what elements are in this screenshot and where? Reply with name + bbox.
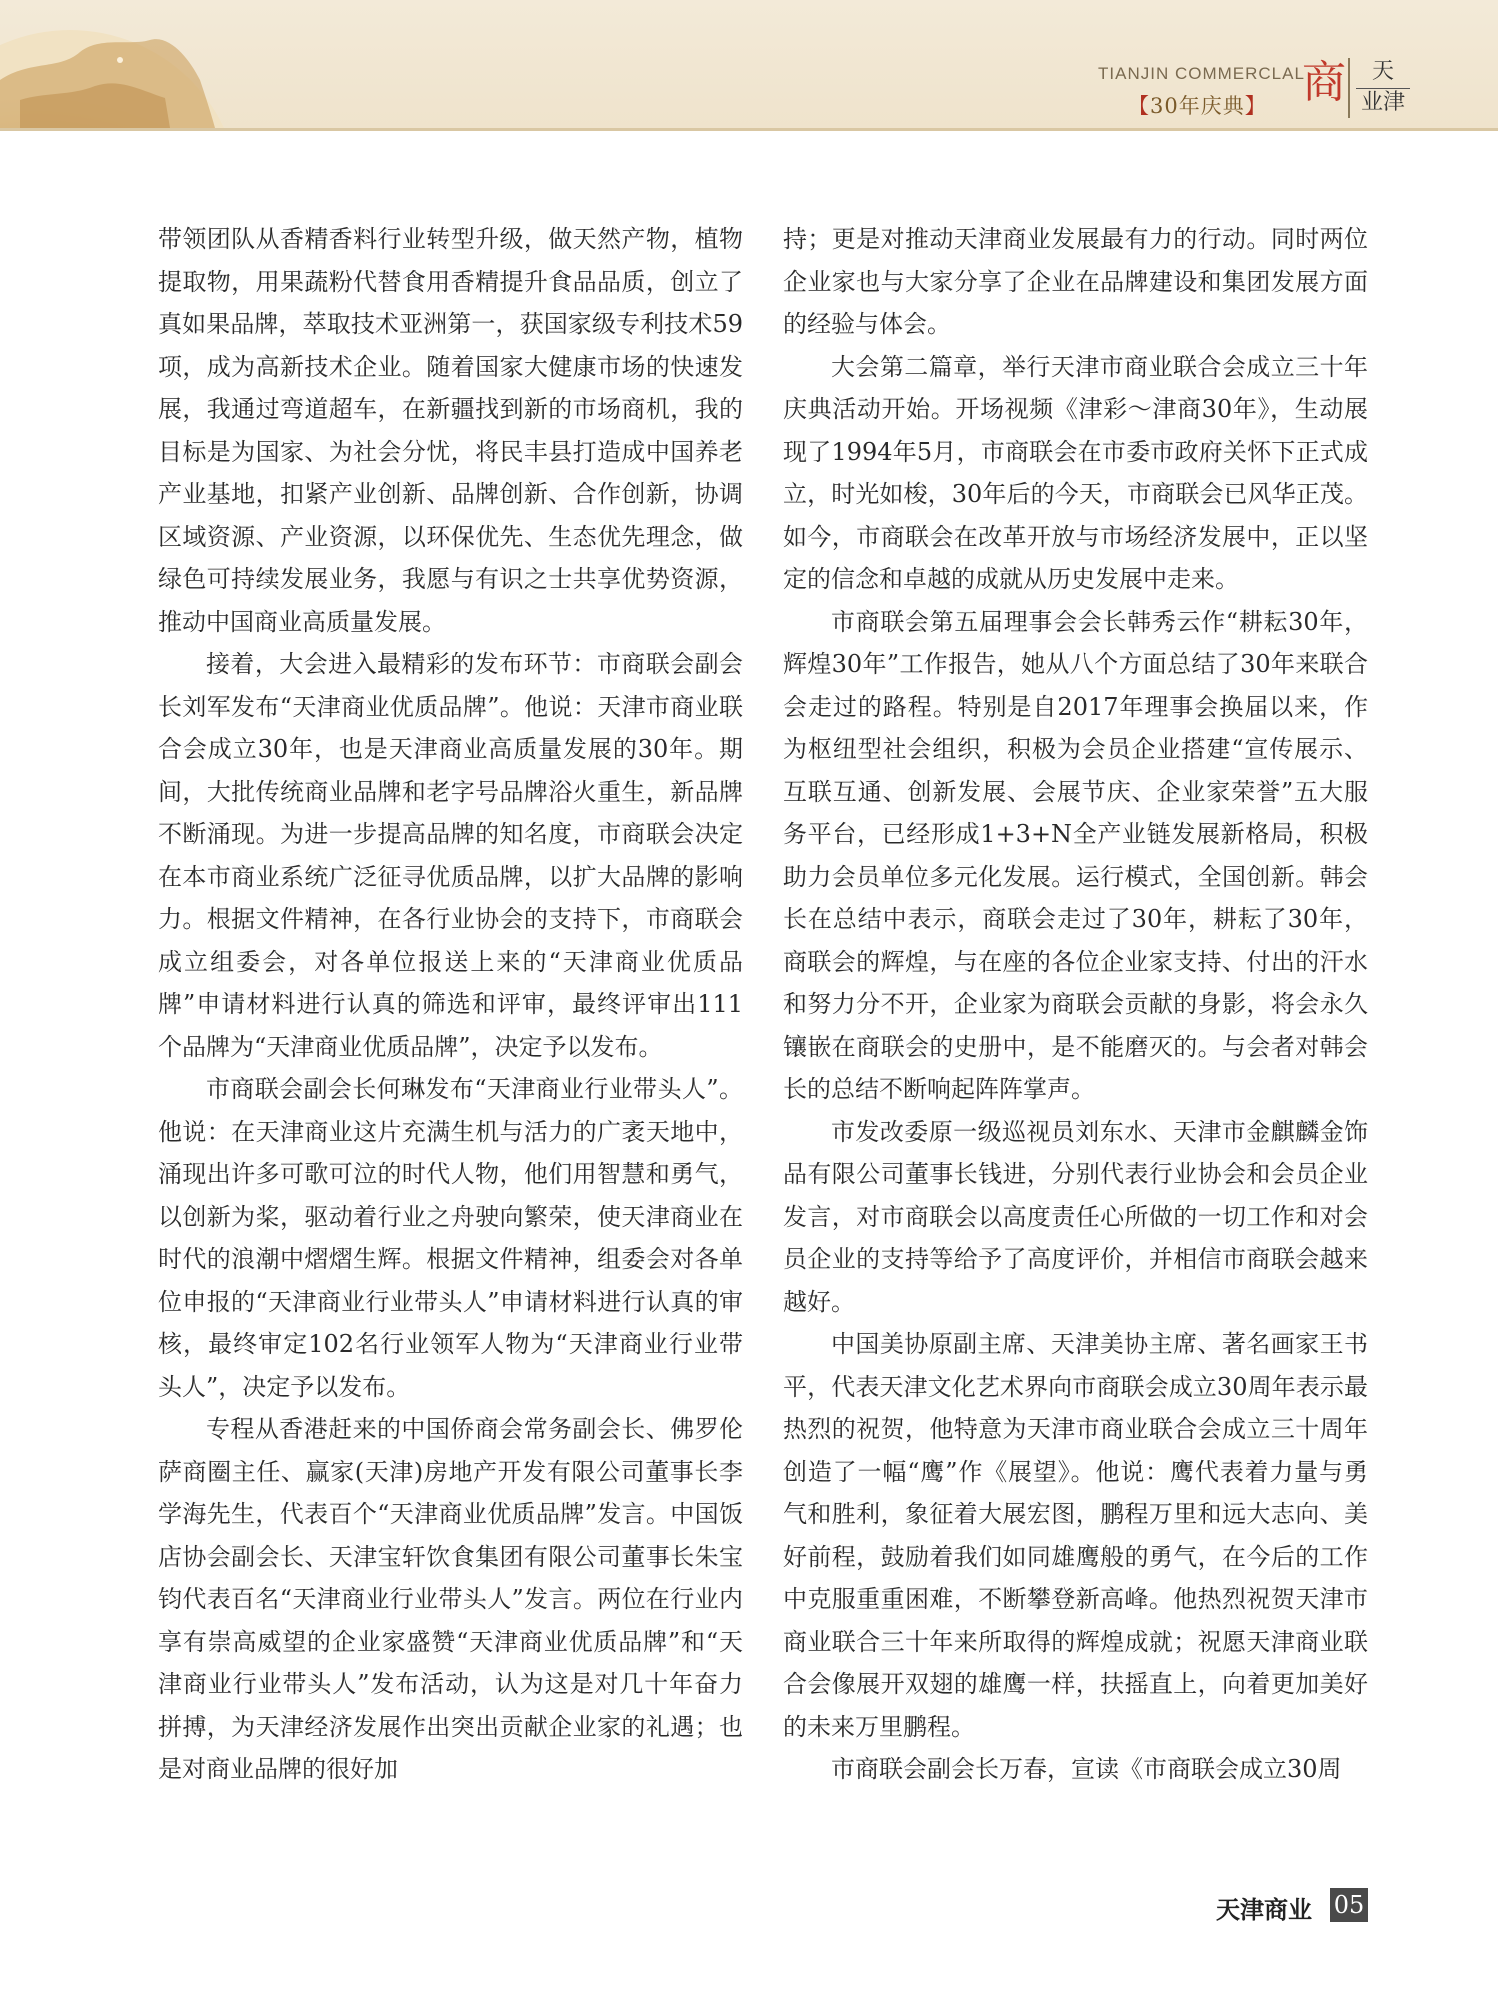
page-number: 05	[1330, 1888, 1368, 1922]
left-column	[158, 218, 743, 1791]
globe-decoration-icon	[0, 0, 240, 128]
footer-magazine-title: 天津商业	[1216, 1896, 1312, 1924]
paragraph: 市商联会副会长万春，宣读《市商联会成立30周	[831, 1755, 1342, 1783]
anniversary-label	[1128, 90, 1308, 120]
brand-logo-box	[1348, 58, 1410, 118]
paragraph: 持；更是对推动天津商业发展最有力的行动。同时两位企业家也与大家分享了企业在品牌建设和集团发展方面的经验与体会。	[783, 225, 1368, 338]
right-column	[783, 218, 1368, 1791]
brand-logo-top: 天	[1371, 59, 1394, 84]
anniversary-text: 30年庆典	[1150, 94, 1245, 118]
paragraph: 中国美协原副主席、天津美协主席、著名画家王书平，代表天津文化艺术界向市商联会成立30周年表示最热烈的祝贺，他特意为天津市商业联合会成立三十周年创造了一幅“鹰”作《展望》。他说：鹰代表着力量与勇气和胜利，象征着大展宏图，鹏程万里和远大志向、美好前程，鼓励着我们如同雄鹰般的勇气，在今后的工作中克服重重困难，不断攀登新高峰。他热烈祝贺天津市商业联合三十年来所取得的辉煌成就；祝愿天津商业联合会像展开双翅的雄鹰一样，扶摇直上，向着更加美好的未来万里鹏程。	[783, 1330, 1368, 1741]
paragraph: 市发改委原一级巡视员刘东水、天津市金麒麟金饰品有限公司董事长钱进，分别代表行业协会和会员企业发言，对市商联会以高度责任心所做的一切工作和对会员企业的支持等给予了高度评价，并相信市商联会越来越好。	[783, 1117, 1368, 1316]
paragraph: 大会第二篇章，举行天津市商业联合会成立三十年庆典活动开始。开场视频《津彩～津商30年》，生动展现了1994年5月，市商联会在市委市政府关怀下正式成立，时光如梭，30年后的今天，市商联会已风华正茂。如今，市商联会在改革开放与市场经济发展中，正以坚定的信念和卓越的成就从历史发展中走来。	[783, 352, 1368, 593]
brand-logo-character: 商	[1302, 57, 1346, 108]
paragraph: 市商联会第五届理事会会长韩秀云作“耕耘30年，辉煌30年”工作报告，她从八个方面总结了30年来联合会走过的路程。特别是自2017年理事会换届以来，作为枢纽型社会组织，积极为会员企业搭建“宣传展示、互联互通、创新发展、会展节庆、企业家荣誉”五大服务平台，已经形成1+3+N全产业链发展新格局，积极助力会员单位多元化发展。运行模式，全国创新。韩会长在总结中表示，商联会走过了30年，耕耘了30年，商联会的辉煌，与在座的各位企业家支持、付出的汗水和努力分不开，企业家为商联会贡献的身影，将会永久镶嵌在商联会的史册中，是不能磨灭的。与会者对韩会长的总结不断响起阵阵掌声。	[783, 607, 1368, 1103]
brand-logo-bottom: 业津	[1356, 88, 1410, 117]
brand-english-name: TIANJIN COMMERCLAL	[1098, 64, 1305, 83]
paragraph: 专程从香港赶来的中国侨商会常务副会长、佛罗伦萨商圈主任、赢家(天津)房地产开发有限公司董事长李学海先生，代表百个“天津商业优质品牌”发言。中国饭店协会副会长、天津宝轩饮食集团有限公司董事长朱宝钧代表百名“天津商业行业带头人”发言。两位在行业内享有崇高威望的企业家盛赞“天津商业优质品牌”和“天津商业行业带头人”发布活动，认为这是对几十年奋力拼搏，为天津经济发展作出突出贡献企业家的礼遇；也是对商业品牌的很好加	[158, 1415, 743, 1783]
anniversary-bracket-open: 【	[1128, 94, 1150, 118]
header-divider	[0, 128, 1498, 131]
paragraph: 市商联会副会长何琳发布“天津商业行业带头人”。他说：在天津商业这片充满生机与活力的广袤天地中，涌现出许多可歌可泣的时代人物，他们用智慧和勇气，以创新为桨，驱动着行业之舟驶向繁荣，使天津商业在时代的浪潮中熠熠生辉。根据文件精神，组委会对各单位申报的“天津商业行业带头人”申请材料进行认真的审核，最终审定102名行业领军人物为“天津商业行业带头人”，决定予以发布。	[158, 1075, 743, 1401]
anniversary-bracket-close: 】	[1244, 94, 1267, 118]
paragraph: 接着，大会进入最精彩的发布环节：市商联会副会长刘军发布“天津商业优质品牌”。他说：天津市商业联合会成立30年，也是天津商业高质量发展的30年。期间，大批传统商业品牌和老字号品牌浴火重生，新品牌不断涌现。为进一步提高品牌的知名度，市商联会决定在本市商业系统广泛征寻优质品牌，以扩大品牌的影响力。根据文件精神，在各行业协会的支持下，市商联会成立组委会，对各单位报送上来的“天津商业优质品牌”申请材料进行认真的筛选和评审，最终评审出111个品牌为“天津商业优质品牌”，决定予以发布。	[158, 650, 743, 1061]
paragraph: 带领团队从香精香料行业转型升级，做天然产物，植物提取物，用果蔬粉代替食用香精提升食品品质，创立了真如果品牌，萃取技术亚洲第一，获国家级专利技术59项，成为高新技术企业。随着国家大健康市场的快速发展，我通过弯道超车，在新疆找到新的市场商机，我的目标是为国家、为社会分忧，将民丰县打造成中国养老产业基地，扣紧产业创新、品牌创新、合作创新，协调区域资源、产业资源，以环保优先、生态优先理念，做绿色可持续发展业务，我愿与有识之士共享优势资源，推动中国商业高质量发展。	[158, 225, 743, 636]
